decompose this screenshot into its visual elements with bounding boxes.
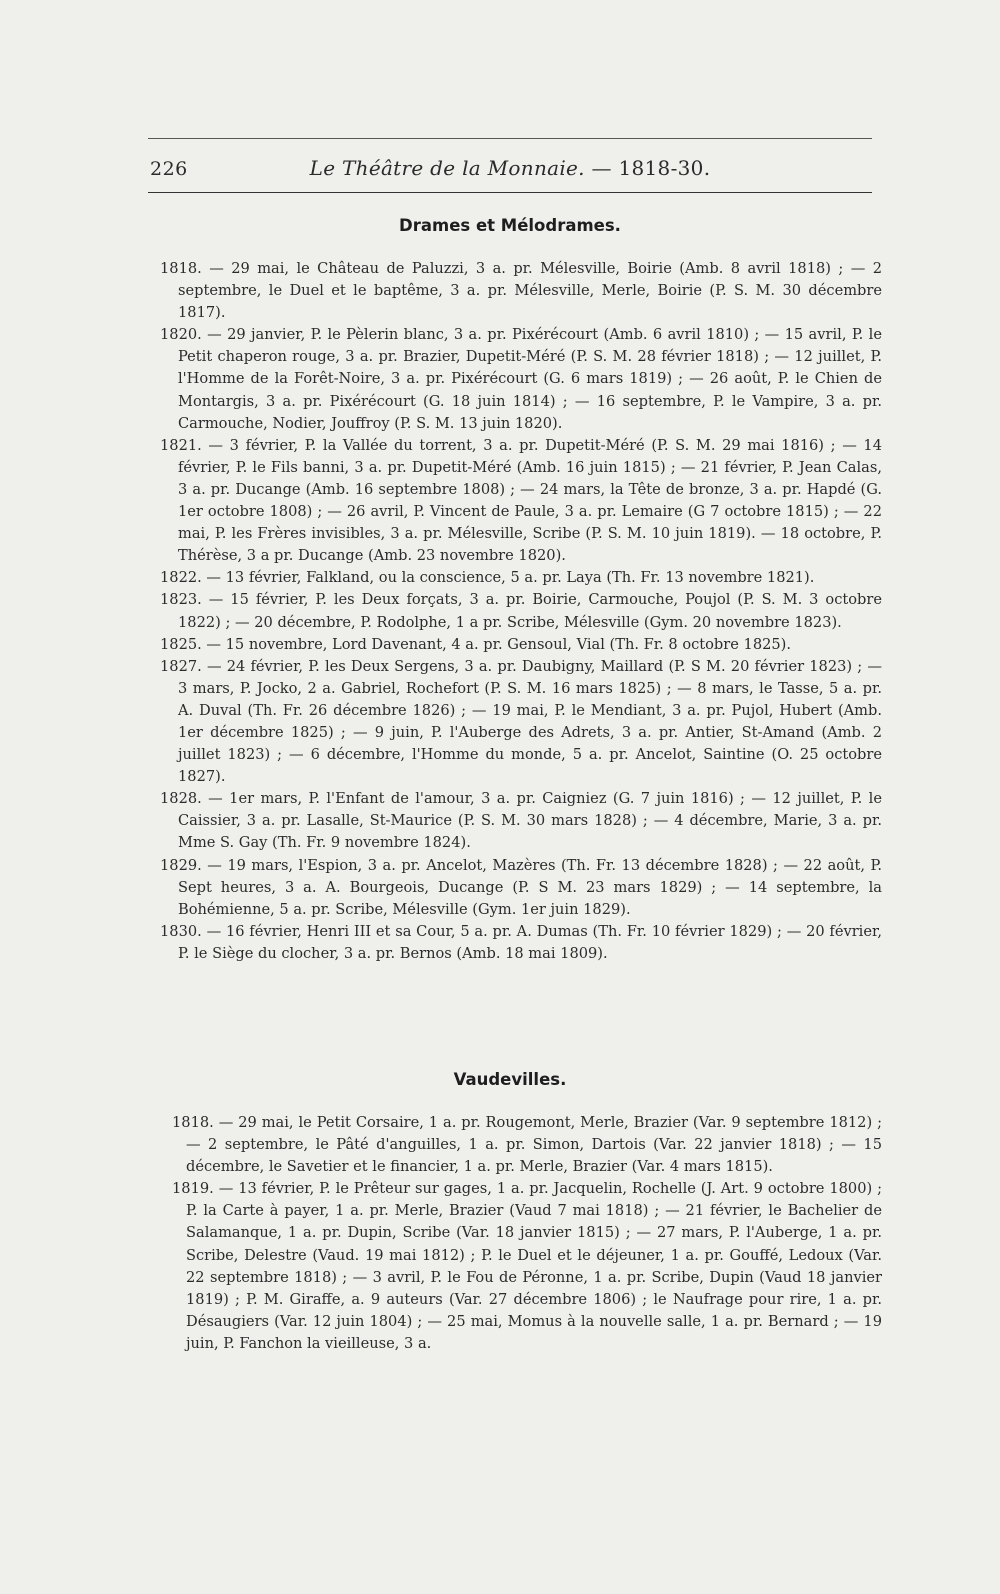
entry-1827-drame: 1827. — 24 février, P. les Deux Sergens, 3 a. pr. Daubigny, Maillard (P. S M. 20 février 1823) ; — 3 mars, P. Jocko, 2 a. Gabriel, Rochefort (P. S. M. 16 mars 1825) ; — 8 mars, le Tasse, 5 a. pr. A. Duval (Th. Fr. 26 décembre 1826) ; — 19 mai, P. le Mendiant, 3 a. pr. Pujol, Hubert (Amb. 1er décembre 1825) ; — 9 juin, P. l'Auberge des Adrets, 3 a. pr. Antier, St-Amand (Amb. 2 juillet 1823) ; — 6 décembre, l'Homme du monde, 5 a. pr. Ancelot, Saintine (O. 25 octobre 1827). — [160, 657, 882, 786]
entry-1822-drame: 1822. — 13 février, Falkland, ou la conscience, 5 a. pr. Laya (Th. Fr. 13 novembre 1821). — [160, 569, 815, 587]
vaudevilles-entries — [172, 1112, 882, 1355]
entry-1830-drame: 1830. — 16 février, Henri III et sa Cour, 5 a. pr. A. Dumas (Th. Fr. 10 février 1829) ; — 20 février, P. le Siège du clocher, 3 a. pr. Bernos (Amb. 18 mai 1809). — [160, 922, 882, 962]
entry-1818-drame: 1818. — 29 mai, le Château de Paluzzi, 3 a. pr. Mélesville, Boirie (Amb. 8 avril 1818) ; — 2 septembre, le Duel et le baptême, 3 a. pr. Mélesville, Merle, Boirie (P. S. M. 30 décembre 1817). — [160, 260, 882, 322]
running-head — [148, 150, 872, 193]
header-rule — [148, 138, 872, 139]
running-title-text: Le Théâtre de la Monnaie. — — [309, 156, 612, 180]
entry-1828-drame: 1828. — 1er mars, P. l'Enfant de l'amour, 3 a. pr. Caigniez (G. 7 juin 1816) ; — 12 juillet, P. le Caissier, 3 a. pr. Lasalle, St-Maurice (P. S. M. 30 mars 1828) ; — 4 décembre, Marie, 3 a. pr. Mme S. Gay (Th. Fr. 9 novembre 1824). — [160, 790, 882, 852]
drames-entries — [160, 258, 882, 965]
entry-1829-drame: 1829. — 19 mars, l'Espion, 3 a. pr. Ancelot, Mazères (Th. Fr. 13 décembre 1828) ; — 22 août, P. Sept heures, 3 a. A. Bourgeois, Ducange (P. S M. 23 mars 1829) ; — 14 septembre, la Bohémienne, 5 a. pr. Scribe, Mélesville (Gym. 1er juin 1829). — [160, 856, 882, 918]
entry-1818-vaudeville: 1818. — 29 mai, le Petit Corsaire, 1 a. pr. Rougemont, Merle, Brazier (Var. 9 septembre 1812) ; — 2 septembre, le Pâté d'anguilles, 1 a. pr. Simon, Dartois (Var. 22 janvier 1818) ; — 15 décembre, le Savetier et le financier, 1 a. pr. Merle, Brazier (Var. 4 mars 1815). — [172, 1114, 882, 1176]
running-title — [148, 156, 872, 180]
entry-1823-drame: 1823. — 15 février, P. les Deux forçats, 3 a. pr. Boirie, Carmouche, Poujol (P. S. M. 3 octobre 1822) ; — 20 décembre, P. Rodolphe, 1 a pr. Scribe, Mélesville (Gym. 20 novembre 1823). — [160, 591, 882, 631]
entry-1821-drame: 1821. — 3 février, P. la Vallée du torrent, 3 a. pr. Dupetit-Méré (P. S. M. 29 mai 1816) ; — 14 février, P. le Fils banni, 3 a. pr. Dupetit-Méré (Amb. 16 juin 1815) ; — 21 février, P. Jean Calas, 3 a. pr. Ducange (Amb. 16 septembre 1808) ; — 24 mars, la Tête de bronze, 3 a. pr. Hapdé (G. 1er octobre 1808) ; — 26 avril, P. Vincent de Paule, 3 a. pr. Lemaire (G 7 octobre 1815) ; — 22 mai, P. les Frères invisibles, 3 a. pr. Mélesville, Scribe (P. S. M. 10 juin 1819). — 18 octobre, P. Thérèse, 3 a pr. Ducange (Amb. 23 novembre 1820). — [160, 436, 882, 565]
running-title-dates: 1818-30. — [618, 156, 711, 180]
entry-1820-drame: 1820. — 29 janvier, P. le Pèlerin blanc, 3 a. pr. Pixérécourt (Amb. 6 avril 1810) ; — 15 avril, P. le Petit chaperon rouge, 3 a. pr. Brazier, Dupetit-Méré (P. S. M. 28 février 1818) ; — 12 juillet, P. l'Homme de la Forêt-Noire, 3 a. pr. Pixérécourt (G. 6 mars 1819) ; — 26 août, P. le Chien de Montargis, 3 a. pr. Pixérécourt (G. 18 juin 1814) ; — 16 septembre, P. le Vampire, 3 a. pr. Carmouche, Nodier, Jouffroy (P. S. M. 13 juin 1820). — [160, 326, 882, 432]
section-heading-vaudevilles: Vaudevilles. — [453, 1070, 567, 1089]
page-number: 226 — [150, 158, 188, 180]
section-heading-drames: Drames et Mélodrames. — [399, 216, 621, 235]
entry-1819-vaudeville: 1819. — 13 février, P. le Prêteur sur gages, 1 a. pr. Jacquelin, Rochelle (J. Art. 9 octobre 1800) ; P. la Carte à payer, 1 a. pr. Merle, Brazier (Vaud 7 mai 1818) ; — 21 février, le Bachelier de Salamanque, 1 a. pr. Dupin, Scribe (Var. 18 janvier 1815) ; — 27 mars, P. l'Auberge, 1 a. pr. Scribe, Delestre (Vaud. 19 mai 1812) ; P. le Duel et le déjeuner, 1 a. pr. Gouffé, Ledoux (Var. 22 septembre 1818) ; — 3 avril, P. le Fou de Péronne, 1 a. pr. Scribe, Dupin (Vaud 18 janvier 1819) ; P. M. Giraffe, a. 9 auteurs (Var. 27 décembre 1806) ; le Naufrage pour rire, 1 a. pr. Désaugiers (Var. 12 juin 1804) ; — 25 mai, Momus à la nouvelle salle, 1 a. pr. Bernard ; — 19 juin, P. Fanchon la vieilleuse, 3 a. — [172, 1180, 882, 1352]
entry-1825-drame: 1825. — 15 novembre, Lord Davenant, 4 a. pr. Gensoul, Vial (Th. Fr. 8 octobre 1825). — [160, 635, 792, 653]
